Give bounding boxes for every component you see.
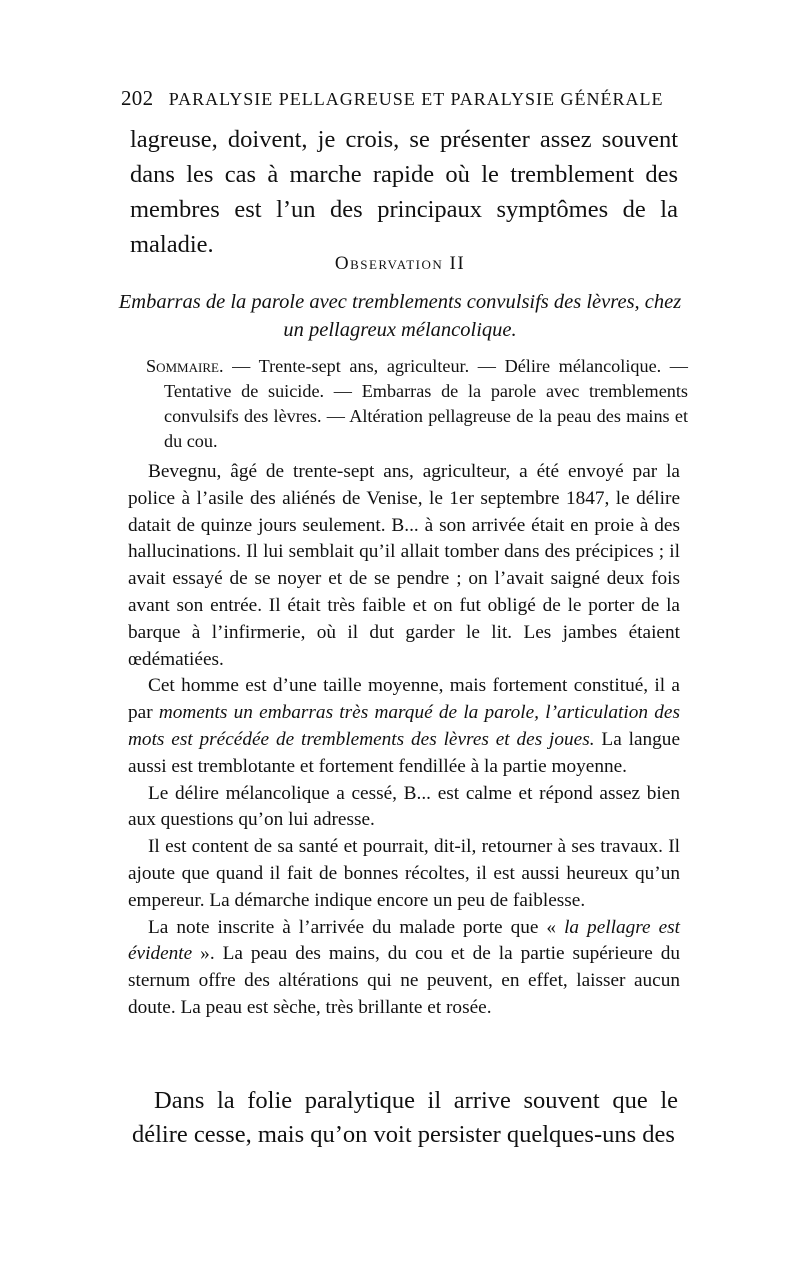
body-paragraph-2-end: La langue aussi est tremblotante et fortement fendillée à la partie moyenne. bbox=[128, 728, 681, 777]
running-title: PARALYSIE PELLAGREUSE ET PARALYSIE GÉNÉRALE bbox=[168, 89, 664, 109]
observation-subtitle: Embarras de la parole avec tremblements convulsifs des lèvres, chez un pellagreux mélancolique. bbox=[118, 291, 682, 341]
observation-title: Observation II bbox=[334, 253, 466, 274]
summary-label: Sommaire. bbox=[146, 356, 224, 376]
page-number: 202 bbox=[121, 86, 154, 110]
closing-paragraph: Dans la folie paralytique il arrive souvent que le délire cesse, mais qu’on voit persister quelques-uns des bbox=[132, 1087, 678, 1148]
body-paragraph-2-start: Cet homme est d’une taille moyenne, mais fortement constitué, il a par bbox=[128, 675, 680, 724]
body-paragraph-5-end: ». La peau des mains, du cou et de la partie supérieure du sternum offre des altérations qui ne peuvent, en effet, laisser aucun doute. La peau est sèche, très brillante et rosée. bbox=[128, 943, 680, 1018]
body-paragraph-4: Il est content de sa santé et pourrait, dit-il, retourner à ses travaux. Il ajoute que quand il fait de bonnes récoltes, il est aussi heureux qu’un empereur. La démarche indique encore un peu de faiblesse. bbox=[128, 836, 680, 911]
body-paragraph-5-italic: la pellagre est évidente bbox=[128, 916, 680, 965]
body-paragraph-5 bbox=[128, 915, 680, 1022]
page-header bbox=[121, 86, 681, 111]
summary-paragraph bbox=[146, 354, 688, 454]
opening-paragraph: lagreuse, doivent, je crois, se présenter assez souvent dans les cas à marche rapide où le tremblement des membres est l’un des principaux symptômes de la maladie. bbox=[130, 126, 678, 258]
body-paragraph-2-italic: moments un embarras très marqué de la parole, l’articulation des mots est précédée de tremblements des lèvres et des joues. bbox=[128, 702, 680, 750]
body-paragraph-5-start: La note inscrite à l’arrivée du malade porte que « bbox=[148, 916, 565, 938]
observation-body bbox=[128, 459, 680, 1022]
body-paragraph-3: Le délire mélancolique a cessé, B... est calme et répond assez bien aux questions qu’on lui adresse. bbox=[128, 782, 680, 831]
summary-text: — Trente-sept ans, agriculteur. — Délire mélancolique. — Tentative de suicide. — Embarras de la parole avec tremblements convulsifs des lèvres. — Altération pellagreuse de la peau des mains et du cou. bbox=[164, 356, 688, 451]
body-paragraph-2 bbox=[128, 673, 680, 780]
body-paragraph-1: Bevegnu, âgé de trente-sept ans, agriculteur, a été envoyé par la police à l’asile des aliénés de Venise, le 1er septembre 1847, le délire datait de quinze jours seulement. B... à son arrivée était en proie à des hallucinations. Il lui semblait qu’il allait tomber dans des précipices ; il avait essayé de se noyer et de se pendre ; on l’avait saigné deux fois avant son entrée. Il était très faible et on fut obligé de le porter de la barque à l’infirmerie, où il dut garder le lit. Les jambes étaient œdématiées. bbox=[128, 461, 680, 670]
